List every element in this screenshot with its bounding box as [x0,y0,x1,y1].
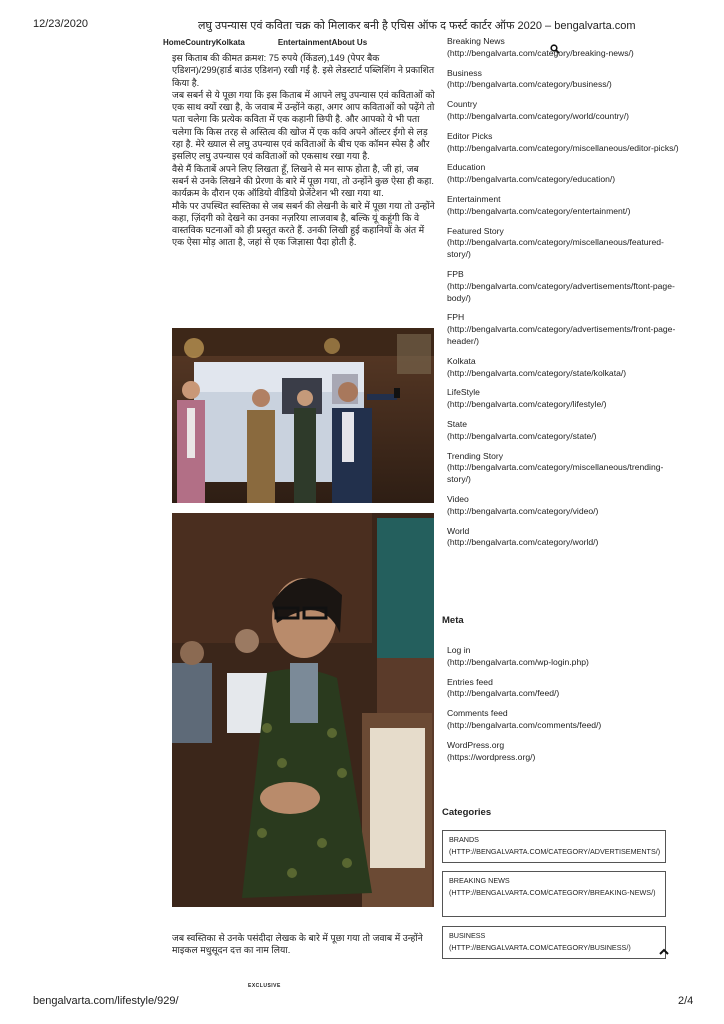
meta-name: Log in [447,645,471,655]
nav-kolkata[interactable]: Kolkata [215,38,245,47]
sidebar-item-country[interactable] [447,99,687,123]
category-name: Breaking News [447,36,505,46]
category-url: (http://bengalvarta.com/category/state/) [447,430,597,441]
print-date: 12/23/2020 [33,18,89,30]
meta-name: Comments feed [447,708,508,719]
nav-home[interactable]: Home [163,38,186,47]
category-url: (http://bengalvarta.com/category/lifestyle/) [447,399,607,410]
category-name: Kolkata [447,355,476,366]
article-paragraph: मौके पर उपस्थित स्वस्तिका से जब सबर्न की लेखनी के बारे में पूछा गया तो उन्होंने कहा, ज़िंदगी को देखने का उनका नज़रिया लाजवाब है, बल्कि यूं कहूंगी कि वे वास्तविक घटनाओं को ही प्रस्तुत करते हैं. उनकी लिखी हुई कहानियों के अंत में एक ऐसा मोड़ आता है, जहां से एक जिज्ञासा पैदा होती है. [172,200,435,248]
sidebar-item-fph[interactable] [447,312,687,347]
category-box-url: (HTTP://BENGALVARTA.COM/CATEGORY/ADVERTISEMENTS/) [449,847,661,856]
category-name: Education [447,162,486,173]
meta-url: (http://bengalvarta.com/comments/feed/) [447,719,602,730]
article-paragraph: इस किताब की कीमत क्रमश: 75 रुपये (किंडल),149 (पेपर बैक एडिशन)/299(हार्ड बाउंड एडिशन) रखी गई है. इसे लेडस्टार्ट पब्लिशिंग ने प्रकाशित किया है. [172,53,435,88]
meta-url: (https://wordpress.org/) [447,751,536,762]
meta-list [447,645,647,771]
exclusive-label: EXCLUSIVE [248,983,281,989]
meta-wordpress-link[interactable] [447,740,647,764]
category-name: Entertainment [447,193,501,204]
sidebar-category-list [447,36,687,557]
sidebar-item-entertainment[interactable] [447,194,687,218]
sidebar-item-business[interactable] [447,68,687,92]
category-url: (http://bengalvarta.com/category/business/) [447,79,612,90]
category-name: World [447,525,470,536]
category-name: LifeStyle [447,387,480,398]
category-name: FPH [447,312,465,323]
photo-caption: जब स्वस्तिका से उनके पसंदीदा लेखक के बारे में पूछा गया तो जवाब में उन्होंने माइकल मधुसूदन दत्त का नाम लिया. [172,933,423,956]
sidebar-item-education[interactable] [447,162,687,186]
category-name: State [447,418,468,429]
category-url: (http://bengalvarta.com/category/advertisements/ftont-page-body/) [447,280,675,303]
meta-heading: Meta [442,615,464,626]
article-paragraph: वैसे मैं किताबें अपने लिए लिखता हूँ, लिखने से मन साफ होता है, जी हां, जब सबर्न से उनके लिखने की प्रेरणा के बारे में पूछा गया, तो उन्होंने कुछ ऐसा ही कहा. [172,163,434,186]
category-url: (http://bengalvarta.com/category/state/kolkata/) [447,367,627,378]
category-url: (http://bengalvarta.com/category/world/) [447,537,599,548]
article-paragraph: कार्यक्रम के दौरान एक ऑडियो वीडियो प्रेजेंटेशन भी रखा गया था. [172,188,384,199]
page-title: लघु उपन्यास एवं कविता चक्र को मिलाकर बनी है एचिस ऑफ द फर्स्ट कार्टर ऑफ 2020 – bengalvarta.com [198,20,636,32]
nav-about-us[interactable]: About Us [331,38,368,47]
meta-entries-feed-link[interactable] [447,677,647,701]
category-url: (http://bengalvarta.com/category/world/country/) [447,110,629,121]
category-name: Featured Story [447,225,504,236]
meta-name: Entries feed [447,676,493,687]
sidebar-item-featured-story[interactable] [447,226,687,261]
category-url: (http://bengalvarta.com/category/advertisements/front-page-header/) [447,324,676,346]
meta-url: (http://bengalvarta.com/wp-login.php) [447,656,589,667]
category-url: (http://bengalvarta.com/category/miscellaneous/editor-picks/) [447,142,679,153]
sidebar-item-breaking-news[interactable] [447,36,687,60]
sidebar-item-lifestyle[interactable] [447,387,687,411]
scroll-to-top-icon[interactable] [658,946,670,958]
event-photo-group [172,328,434,503]
meta-comments-feed-link[interactable] [447,708,647,732]
footer-page-number: 2/4 [678,995,694,1007]
category-box-name: BRANDS [449,835,479,844]
meta-log-in-link[interactable] [447,645,647,669]
category-name: Country [447,99,478,110]
category-box-url: (HTTP://BENGALVARTA.COM/CATEGORY/BREAKING-NEWS/) [449,888,656,897]
category-name: Trending Story [447,450,504,461]
footer-url: bengalvarta.com/lifestyle/929/ [33,995,179,1007]
category-box-name: BUSINESS [449,931,486,940]
sidebar-item-editor-picks[interactable] [447,131,687,155]
article-paragraph: जब सबर्न से ये पूछा गया कि इस किताब में आपने लघु उपन्यास एवं कविताओं को एक साथ क्यों रखा है, के जवाब में उन्होंने कहा, अगर आप कविताओं को पढ़ेंगे तो पता चलेगा कि प्रत्येक कविता में एक कहानी छिपी है. और आपको ये भी पता चलेगा कि किस तरह से अस्तित्व की खोज में एक कवि अपने ऑल्टर ईगो से लड़ रहा है. मेरे ख्याल से लघु उपन्यास एवं कविताओं के बीच एक कॉमन स्पेस है और इसलिए लघु उपन्यास एवं कविताओं को एकसाथ रखा गया है. [172,89,435,162]
category-url: (http://bengalvarta.com/category/video/) [447,505,599,516]
article-body [172,52,437,249]
nav-country[interactable]: Country [185,38,216,47]
categories-heading: Categories [442,807,492,818]
category-box-name: BREAKING NEWS [449,876,510,885]
meta-url: (http://bengalvarta.com/feed/) [447,688,560,699]
nav-entertainment[interactable]: Entertainment [277,38,332,47]
category-url: (http://bengalvarta.com/category/miscellaneous/featured-story/) [447,237,664,260]
category-box-business[interactable] [442,926,666,959]
category-name: Business [447,67,482,78]
sidebar-item-kolkata[interactable] [447,356,687,380]
category-name: FPB [447,268,464,279]
category-name: Editor Picks [447,130,493,141]
sidebar-item-world[interactable] [447,526,687,550]
main-nav [163,38,367,47]
category-box-breaking-news[interactable] [442,871,666,917]
category-box-brands[interactable] [442,830,666,863]
sidebar-item-fpb[interactable] [447,269,687,304]
sidebar-item-trending-story[interactable] [447,451,687,486]
category-url: (http://bengalvarta.com/category/miscellaneous/trending-story/) [447,462,664,485]
sidebar-item-state[interactable] [447,419,687,443]
event-photo-guest [172,513,434,907]
category-url: (http://bengalvarta.com/category/entertainment/) [447,205,631,216]
sidebar-item-video[interactable] [447,494,687,518]
meta-name: WordPress.org [447,739,505,750]
category-url: (http://bengalvarta.com/category/education/) [447,174,616,185]
category-name: Video [447,493,469,504]
category-url: (http://bengalvarta.com/category/breaking-news/) [447,47,634,58]
category-box-url: (HTTP://BENGALVARTA.COM/CATEGORY/BUSINESS/) [449,943,631,952]
